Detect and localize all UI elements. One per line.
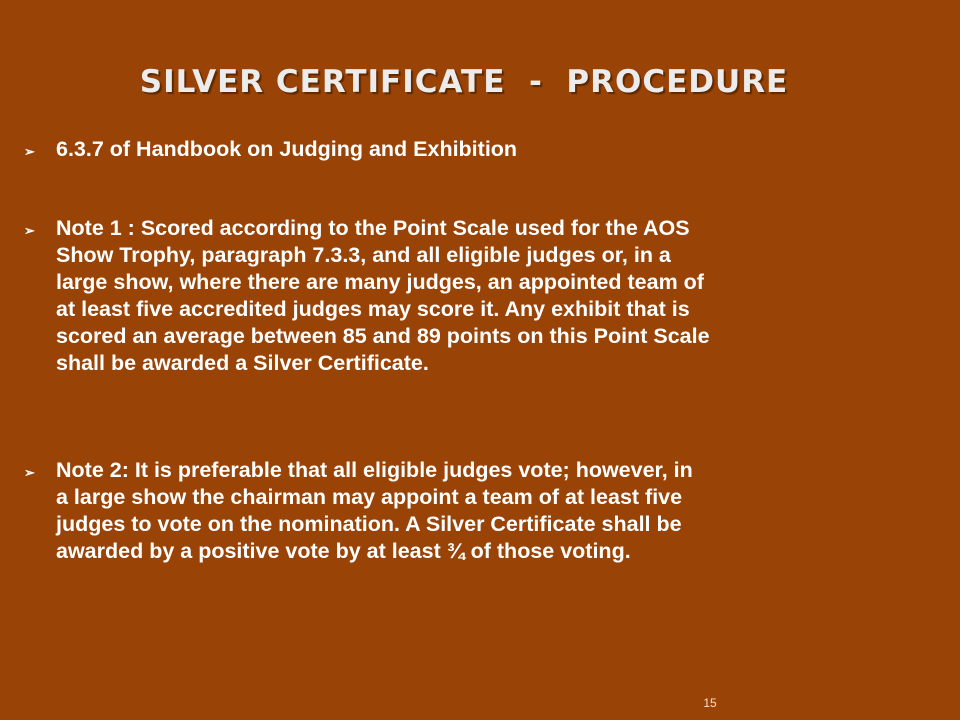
arrow-bullet-icon: ➢ [24,465,35,480]
bullet-item-handbook-reference [24,136,924,165]
page-number: 15 [703,696,717,710]
bullet-text: Note 1 : Scored according to the Point Scale used for the AOS Show Trophy, paragraph 7.3.3, and all eligible judges or, in a large show, where there are many judges, an appointed team of at least five accredited judges may score it. Any exhibit that is scored an average between 85 and 89 points on this Point Scale shall be awarded a Silver Certificate. [56,216,710,375]
arrow-bullet-icon: ➢ [24,144,35,159]
slide-title: SILVER CERTIFICATE - PROCEDURE [139,64,789,100]
bullet-item-note-1 [24,215,924,377]
bullet-text: Note 2: It is preferable that all eligible judges vote; however, in a large show the chairman may appoint a team of at least five judges to vote on the nomination. A Silver Certificate shall be awarded by a positive vote by at least ¾ of those voting. [56,458,693,563]
bullet-item-note-2 [24,457,924,565]
arrow-bullet-icon: ➢ [24,223,35,238]
bullet-text: 6.3.7 of Handbook on Judging and Exhibition [56,137,518,161]
